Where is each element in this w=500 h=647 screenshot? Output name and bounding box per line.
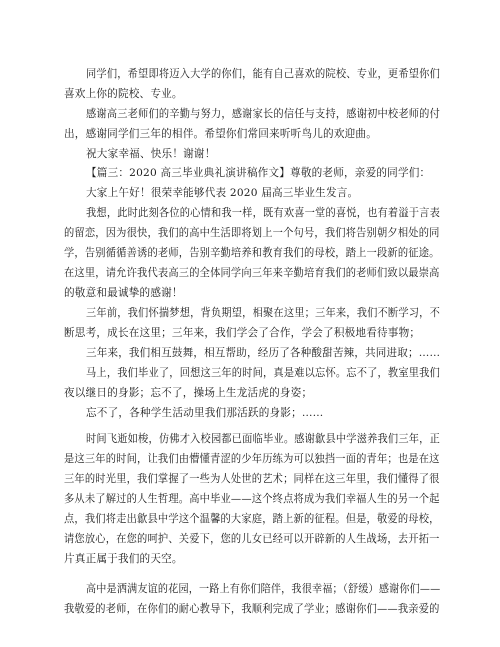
text-line: 忘不了，各种学生活动里我们那活跃的身影；……: [86, 407, 324, 419]
text-line: 学，告别循循善诱的老师，告别辛勤培养和教育我们的母校，踏上一段新的征途。: [64, 247, 440, 259]
text-line: 断思考，成长在这里；三年来，我们学会了合作，学会了积极地看待事物；: [64, 327, 421, 339]
text-line: 高中是洒满友谊的花园，一路上有你们陪伴，我很幸福；（舒缓）感谢你们——: [86, 583, 441, 595]
text-line: 马上，我们毕业了，回想这三年的时间，真是难以忘怀。忘不了，教室里我们: [86, 367, 440, 379]
text-line: 喜欢上你的院校、专业。: [64, 88, 183, 100]
text-line: 的留恋，因为很快，我们的高中生活即将划上一个句号，我们将告别朝夕相处的同: [64, 227, 440, 239]
text-line: 同学们，希望即将迈入大学的你们，能有自己喜欢的院校、专业，更希望你们: [86, 68, 440, 80]
text-line: 大家上午好！很荣幸能够代表 2020 届高三毕业生发言。: [86, 187, 359, 199]
text-line: 多从未了解过的人生哲理。高中毕业——这个终点将成为我们幸福人生的另一个起: [64, 493, 440, 505]
text-line: 感谢高三老师们的辛勤与努力，感谢家长的信任与支持，感谢初中校老师的付: [86, 108, 440, 120]
text-line: 三年的时光里，我们掌握了一些为人处世的艺术；同样在这三年里，我们懂得了很: [64, 473, 440, 485]
text-line: 出，感谢同学们三年的相伴。希望你们常回来听听鸟儿的欢迎曲。: [64, 128, 378, 140]
text-line: 是这三年的时间，让我们由懵懂青涩的少年历练为可以独挡一面的青年；也是在这: [64, 453, 440, 465]
text-line: 的敬意和最诚挚的感谢！: [64, 287, 183, 299]
text-line: 点，我们将走出歙县中学这个温馨的大家庭，踏上新的征程。但是，敬爱的母校，: [64, 513, 440, 525]
text-line: 我敬爱的老师，在你们的耐心教导下，我顺利完成了学业；感谢你们——我亲爱的: [64, 603, 440, 615]
text-line: 祝大家幸福、快乐！谢谢！: [86, 148, 216, 160]
section-heading: 【篇三：2020 高三毕业典礼演讲稿作文】尊敬的老师，亲爱的同学们：: [86, 167, 431, 179]
text-line: 在这里，请允许我代表高三的全体同学向三年来辛勤培育我们的老师们致以最崇高: [64, 267, 440, 279]
text-line: 片真正属于我们的天空。: [64, 553, 183, 565]
text-line: 三年来，我们相互鼓舞，相互帮助，经历了各种酸甜苦辣，共同进取；……: [86, 347, 441, 359]
text-line: 我想，此时此刻各位的心情和我一样，既有欢喜一堂的喜悦，也有着溢于言表: [86, 207, 440, 219]
text-line: 请您放心，在您的呵护、关爱下，您的儿女已经可以开辟新的人生战场，去开拓一: [64, 533, 440, 545]
text-line: 夜以继日的身影；忘不了，操场上生龙活虎的身姿；: [64, 387, 313, 399]
text-line: 时间飞逝如梭，仿佛才入校园都已面临毕业。感谢歙县中学滋养我们三年，正: [86, 433, 440, 445]
text-line: 三年前，我们怀揣梦想，背负期望，相聚在这里；三年来，我们不断学习，不: [86, 307, 440, 319]
